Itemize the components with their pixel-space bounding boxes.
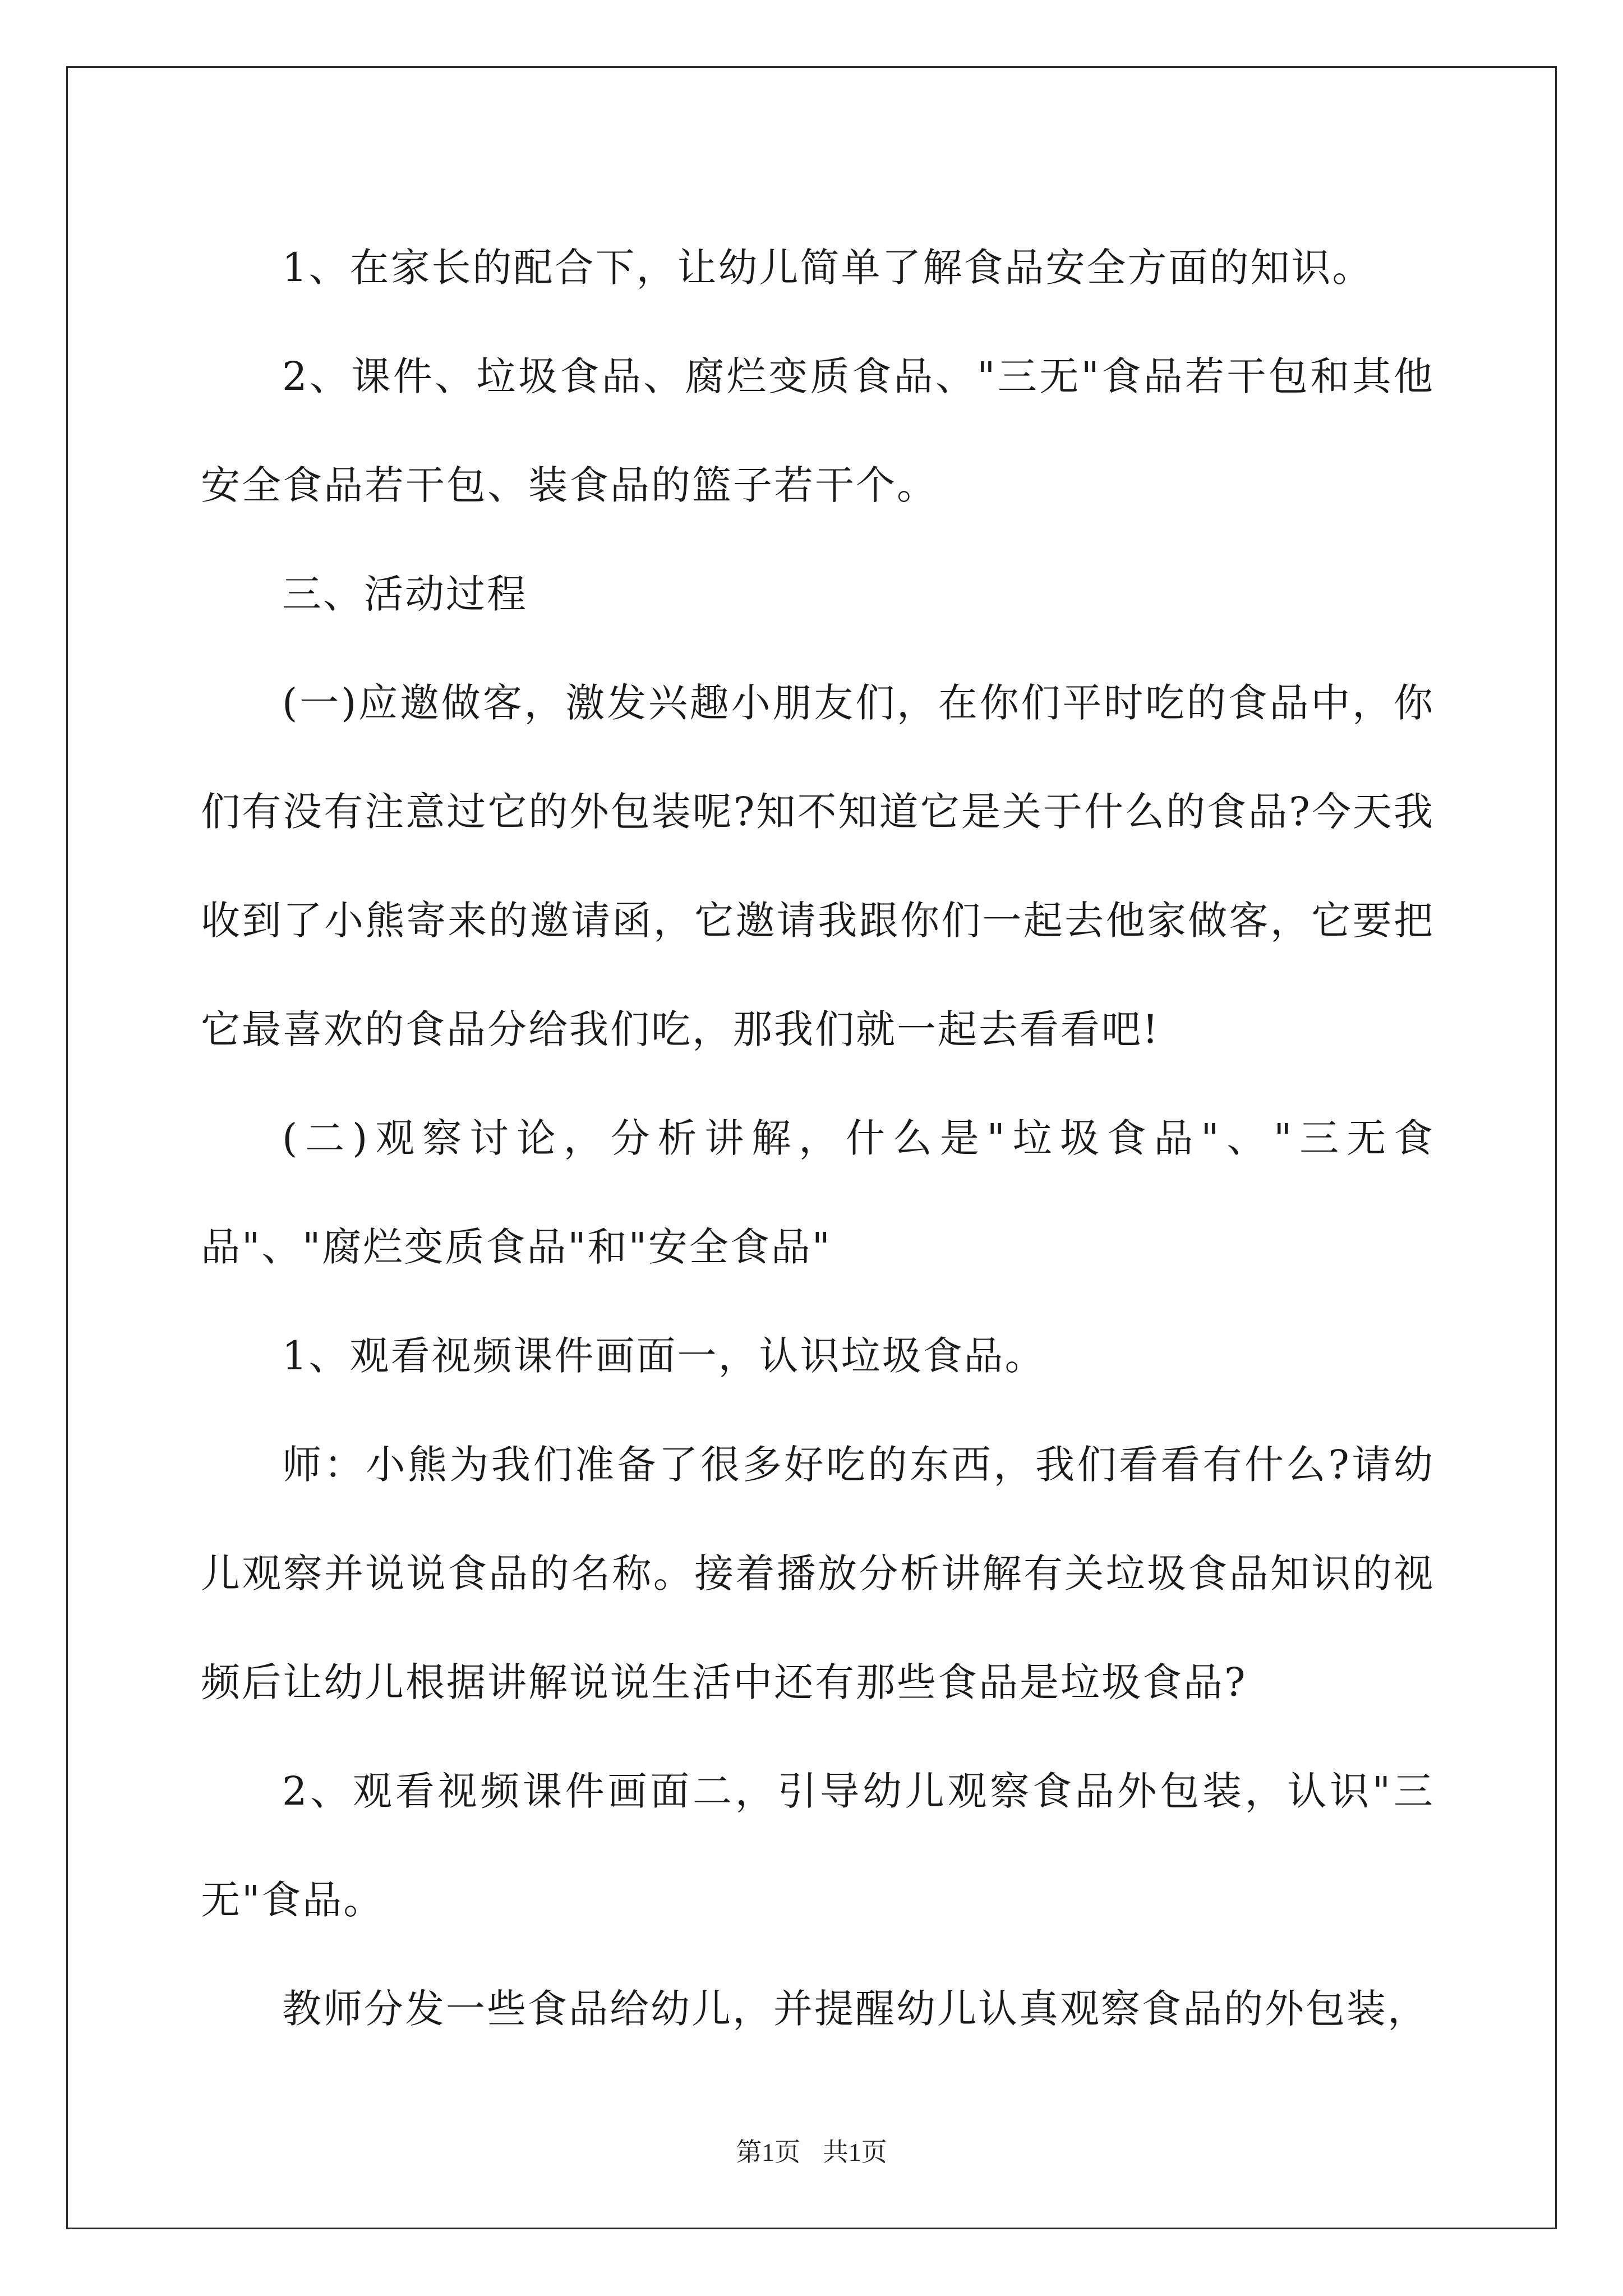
section-heading: 三、活动过程 xyxy=(282,571,528,617)
paragraph: 师：小熊为我们准备了很多好吃的东西，我们看看有什么?请幼儿观察并说说食品的名称。接着播放分析讲解有关垃圾食品知识的视频后让幼儿根据讲解说说生活中还有那些食品是垃圾食品? xyxy=(201,1442,1435,1705)
paragraph: (一)应邀做客，激发兴趣小朋友们，在你们平时吃的食品中，你们有没有注意过它的外包装呢?知不知道它是关于什么的食品?今天我收到了小熊寄来的邀请函，它邀请我跟你们一起去他家做客，它要把它最喜欢的食品分给我们吃，那我们就一起去看看吧! xyxy=(201,680,1435,1052)
paragraph: 1、在家长的配合下，让幼儿简单了解食品安全方面的知识。 xyxy=(282,245,1373,291)
paragraph: 1、观看视频课件画面一，认识垃圾食品。 xyxy=(282,1333,1046,1379)
paragraph: 2、观看视频课件画面二，引导幼儿观察食品外包装，认识"三无"食品。 xyxy=(201,1768,1435,1923)
document-body xyxy=(201,213,1435,2063)
page-number: 第1页 xyxy=(736,2138,801,2166)
paragraph: 2、课件、垃圾食品、腐烂变质食品、"三无"食品若干包和其他安全食品若干包、装食品的篮子若干个。 xyxy=(201,353,1435,508)
page-footer xyxy=(0,2132,1623,2169)
page-total: 共1页 xyxy=(822,2138,887,2166)
paragraph: 教师分发一些食品给幼儿，并提醒幼儿认真观察食品的外包装， xyxy=(282,1986,1428,2032)
paragraph: (二)观察讨论，分析讲解，什么是"垃圾食品"、"三无食品"、"腐烂变质食品"和"安全食品" xyxy=(201,1115,1435,1270)
